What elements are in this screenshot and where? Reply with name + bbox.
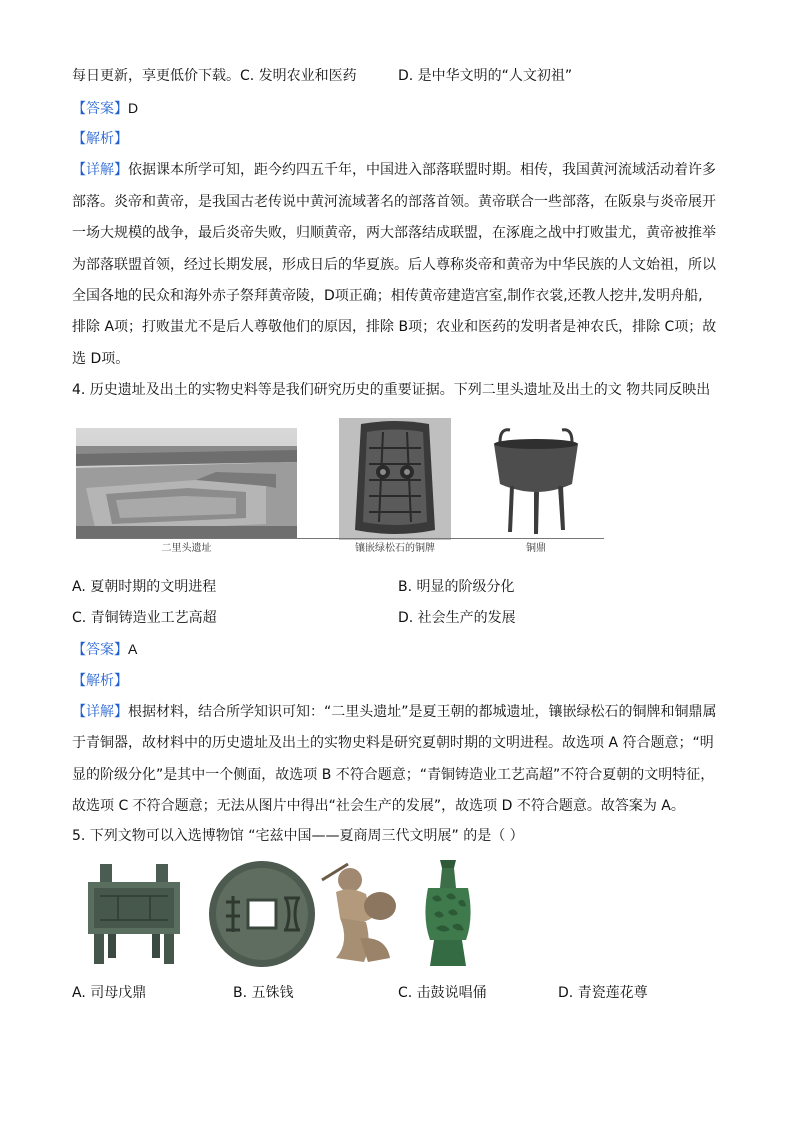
simuwu-ding-photo xyxy=(78,860,190,966)
q3-detail-line-7: 选 D项。 xyxy=(72,351,130,367)
caption-erlitou-site: 二里头遗址 xyxy=(161,543,212,554)
q3-detail-line-5: 全国各地的民众和海外赤子祭拜黄帝陵，D项正确；相传黄帝建造宫室,制作衣裳,还教人挖井,发明舟船, xyxy=(72,288,703,304)
q5-option-c: C. 击鼓说唱俑 xyxy=(398,985,487,1001)
wuzhu-coin-photo xyxy=(206,858,318,970)
q4-answer: A xyxy=(128,641,138,657)
q3-detail-line-4: 为部落联盟首领，经过长期发展，形成日后的华夏族。后人尊称炎帝和黄帝为中华民族的人文始祖，所以 xyxy=(72,257,716,273)
q4-answer-line: 【答案】A xyxy=(72,641,138,658)
caption-bronze-ding: 铜鼎 xyxy=(526,543,546,554)
caption-bronze-plaque: 镶嵌绿松石的铜牌 xyxy=(355,543,435,554)
q3-answer-line xyxy=(72,98,722,119)
celadon-lotus-zun-photo xyxy=(420,858,476,970)
q3-detail-line-3: 一场大规模的战争，最后炎帝失败，归顺黄帝，两大部落结成联盟，在涿鹿之战中打败蚩尤，黄帝被推举 xyxy=(72,225,716,241)
q4-detail-line-2: 于青铜器，故材料中的历史遗址及出土的实物史料是研究夏朝时期的文明进程。故选项 A 符合题意；“明 xyxy=(72,735,714,751)
top-line-option-d: D. 是中华文明的“人文初祖” xyxy=(398,68,573,84)
answer-tag: 【答案】 xyxy=(72,101,128,117)
bronze-ding-photo xyxy=(486,424,586,536)
q4-detail-line-1: 【详解】根据材料，结合所学知识可知：“二里头遗址”是夏王朝的都城遗址，镶嵌绿松石的铜牌和铜鼎属 xyxy=(72,704,717,720)
q5-option-d: D. 青瓷莲花尊 xyxy=(558,985,648,1001)
q4-detail-line-4: 故选项 C 不符合题意；无法从图片中得出“社会生产的发展”，故选项 D 不符合题意。故答案为 A。 xyxy=(72,798,685,814)
q4-option-d: D. 社会生产的发展 xyxy=(398,610,516,626)
q4-stem: 4. 历史遗址及出土的实物史料等是我们研究历史的重要证据。下列二里头遗址及出土的文 物共同反映出 xyxy=(72,382,711,398)
q3-analysis-tag: 【解析】 xyxy=(72,131,128,147)
q3-answer: D xyxy=(128,100,139,116)
q5-option-a: A. 司母戊鼎 xyxy=(72,985,147,1001)
q4-option-c: C. 青铜铸造业工艺高超 xyxy=(72,610,217,626)
top-line-left: 每日更新，享更低价下载。C. 发明农业和医药 xyxy=(72,68,357,84)
drum-storyteller-figurine-photo xyxy=(320,858,402,968)
q4-option-a: A. 夏朝时期的文明进程 xyxy=(72,579,217,595)
erlitou-site-photo xyxy=(76,428,297,538)
q4-detail-line-3: 显的阶级分化”是其中一个侧面，故选项 B 不符合题意；“青铜铸造业工艺高超”不符合夏朝的文明特征， xyxy=(72,767,715,783)
q5-option-b: B. 五铢钱 xyxy=(233,985,294,1001)
q3-detail-line-2: 部落。炎帝和黄帝，是我国古老传说中黄河流域著名的部落首领。黄帝联合一些部落，在阪泉与炎帝展开 xyxy=(72,194,716,210)
figure-divider xyxy=(76,538,604,539)
q4-option-b: B. 明显的阶级分化 xyxy=(398,579,515,595)
detail-tag: 【详解】 xyxy=(72,162,128,178)
q3-detail-line-6: 排除 A项；打败蚩尤不是后人尊敬他们的原因，排除 B项；农业和医药的发明者是神农氏，排除 C项；故 xyxy=(72,319,717,335)
q3-detail-line-1: 【详解】依据课本所学可知，距今约四五千年，中国进入部落联盟时期。相传，我国黄河流域活动着许多 xyxy=(72,162,716,178)
turquoise-bronze-plaque-photo xyxy=(339,418,451,540)
q5-stem: 5. 下列文物可以入选博物馆 “宅兹中国——夏商周三代文明展” 的是（ ） xyxy=(72,828,524,844)
q4-analysis-tag: 【解析】 xyxy=(72,673,128,689)
